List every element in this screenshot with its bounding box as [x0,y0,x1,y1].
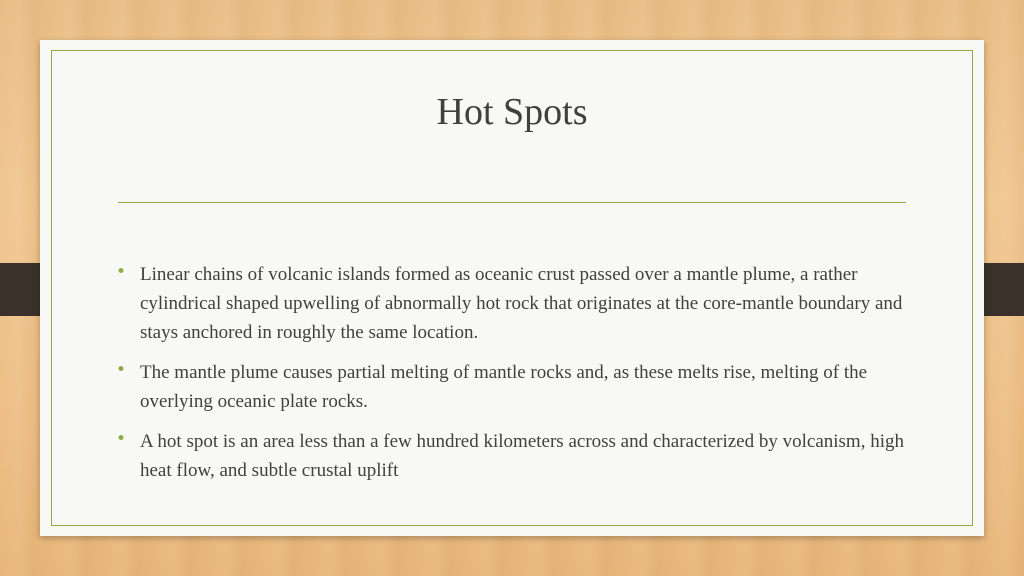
bullet-item [116,427,914,485]
title-divider [118,202,906,203]
bullet-text: Linear chains of volcanic islands formed as oceanic crust passed over a mantle plume, a rather cylindrical shaped upwelling of abnormally hot rock that originates at the core-mantle boundary and stays anchored in roughly the same location. [140,264,903,343]
slide-card [40,40,984,536]
bullet-dot-icon: • [116,429,127,449]
bullet-text: A hot spot is an area less than a few hundred kilometers across and characterized by volcanism, high heat flow, and subtle crustal uplift [140,431,904,481]
bullet-dot-icon: • [116,360,127,380]
bullet-item [116,358,914,416]
bullet-dot-icon: • [116,262,127,282]
bullet-item [116,260,914,347]
slide-title: Hot Spots [436,91,588,133]
bullet-list [116,260,914,496]
bullet-text: The mantle plume causes partial melting of mantle rocks and, as these melts rise, melting of the overlying oceanic plate rocks. [140,362,868,412]
